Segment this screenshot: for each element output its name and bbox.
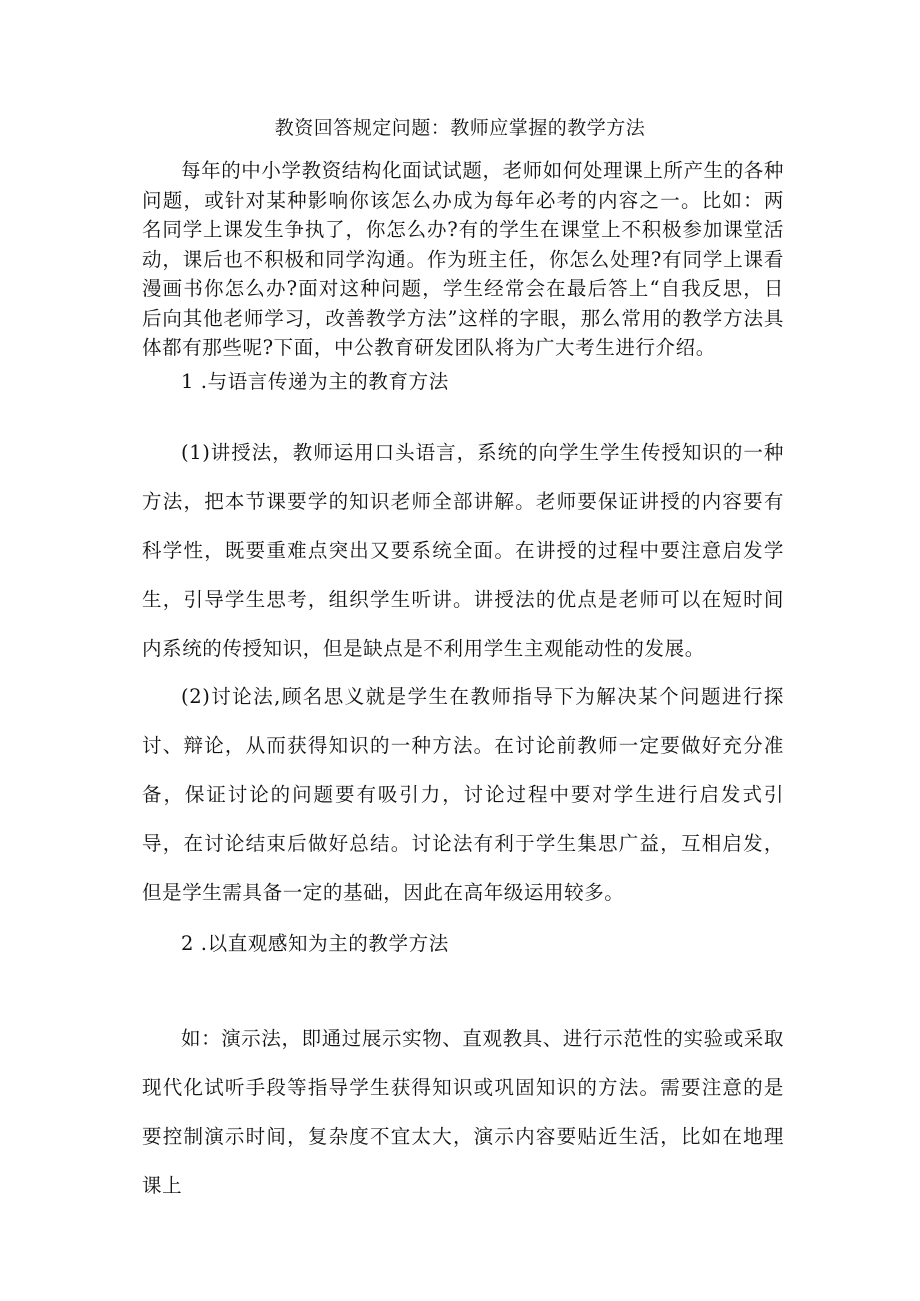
section-2-heading: 2 .以直观感知为主的教学方法 <box>181 932 449 955</box>
section-2-paragraph-demonstration: 如：演示法，即通过展示实物、直观教具、进行示范性的实验或采取现代化试听手段等指导学生获得知识或巩固知识的方法。需要注意的是要控制演示时间，复杂度不宜太大，演示内容要贴近生活，比如在地理课上 <box>142 1027 785 1197</box>
document-title: 教资回答规定问题：教师应掌握的教学方法 <box>274 117 646 139</box>
section-1-paragraph-discussion: (2)讨论法,顾名思义就是学生在教师指导下为解决某个问题进行探讨、辩论，从而获得知识的一种方法。在讨论前教师一定要做好充分准备，保证讨论的问题要有吸引力，讨论过程中要对学生进行启发式引导，在讨论结束后做好总结。讨论法有利于学生集思广益，互相启发，但是学生需具备一定的基础，因此在高年级运用较多。 <box>142 685 784 904</box>
intro-paragraph: 每年的中小学教资结构化面试试题，老师如何处理课上所产生的各种问题，或针对某种影响你该怎么办成为每年必考的内容之一。比如：两名同学上课发生争执了，你怎么办?有的学生在课堂上不积极参加课堂活动，课后也不积极和同学沟通。作为班主任，你怎么处理?有同学上课看漫画书你怎么办?面对这种问题，学生经常会在最后答上“自我反思，日后向其他老师学习，改善教学方法”这样的字眼，那么常用的教学方法具体都有那些呢?下面，中公教育研发团队将为广大考生进行介绍。 <box>142 159 785 359</box>
section-1-heading: 1 .与语言传递为主的教育方法 <box>181 370 449 393</box>
section-1-paragraph-lecture: (1)讲授法，教师运用口头语言，系统的向学生学生传授知识的一种方法，把本节课要学的知识老师全部讲解。老师要保证讲授的内容要有科学性，既要重难点突出又要系统全面。在讲授的过程中要注意启发学生，引导学生思考，组织学生听讲。讲授法的优点是老师可以在短时间内系统的传授知识，但是缺点是不利用学生主观能动性的发展。 <box>142 441 784 660</box>
